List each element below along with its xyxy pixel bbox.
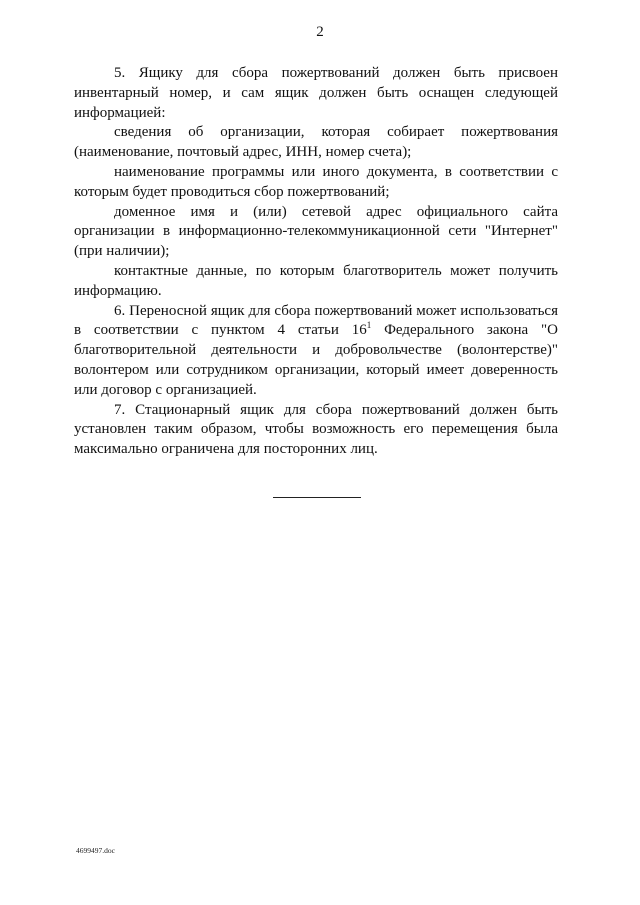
paragraph-5: 5. Ящику для сбора пожертвований должен быть присвоен инвентарный номер, и сам ящик должен быть оснащен следующей информацией: — [74, 65, 558, 121]
document-body — [74, 64, 558, 460]
paragraph-domain-name: доменное имя и (или) сетевой адрес официального сайта организации в информационно-телекоммуникационной сети "Интернет" (при наличии); — [74, 203, 558, 260]
paragraph-6-text-end: Федерального закона "О благотворительной деятельности и добровольчестве (волонтерстве)" волонтером или сотрудником организации, который имеет доверенность или договор с организацией. — [74, 322, 558, 398]
paragraph-contact-data: контактные данные, по которым благотворитель может получить информацию. — [74, 262, 558, 299]
end-divider-line — [273, 497, 361, 498]
paragraph-7: 7. Стационарный ящик для сбора пожертвований должен быть установлен таким образом, чтобы возможность его перемещения была максимально ограничена для посторонних лиц. — [74, 401, 558, 458]
paragraph-org-info: сведения об организации, которая собирает пожертвования (наименование, почтовый адрес, ИНН, номер счета); — [74, 124, 558, 161]
footer-filename: 4699497.doc — [76, 846, 115, 855]
page-number: 2 — [316, 24, 324, 40]
paragraph-program-name: наименование программы или иного документа, в соответствии с которым будет проводиться сбор пожертвований; — [74, 163, 558, 200]
paragraph-6-text-start: 6. Переносной ящик для сбора пожертвований может использоваться в соответствии с пунктом 4 статьи 16 — [74, 302, 558, 339]
paragraph-6 — [74, 302, 558, 401]
article-superscript: 1 — [366, 320, 372, 331]
